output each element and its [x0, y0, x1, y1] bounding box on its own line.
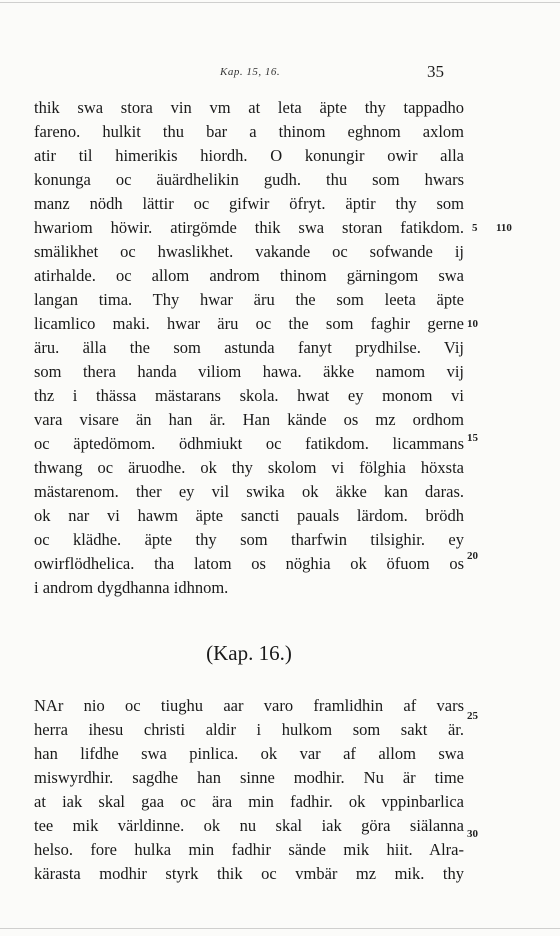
text-line: thik swa stora vin vm at leta äpte thy tappadho: [34, 98, 464, 117]
text-line: langan tima. Thy hwar äru the som leeta äpte: [34, 290, 464, 309]
text-line: owirflödhelica. tha latom os nöghia ok öfuom os: [34, 554, 464, 573]
text-line: atirhalde. oc allom androm thinom gärningom swa: [34, 266, 464, 285]
line-number: 20: [467, 550, 478, 562]
text-line: i androm dygdhanna idhnom.: [34, 578, 229, 597]
text-line: äru. älla the som astunda fanyt prydhilse. Vij: [34, 338, 464, 357]
text-line: miswyrdhir. sagdhe han sinne modhir. Nu är time: [34, 768, 464, 787]
text-line: konunga oc äuärdhelikin gudh. thu som hwars: [34, 170, 464, 189]
chapter-heading: (Kap. 16.): [206, 641, 292, 665]
text-line: thz i thässa mästarans skola. hwat ey monom vi: [34, 386, 464, 405]
top-edge-rule: [0, 2, 560, 3]
text-line: han lifdhe swa pinlica. ok var af allom swa: [34, 744, 464, 763]
page-number: 35: [427, 62, 444, 81]
line-number: 30: [467, 828, 478, 840]
text-line: herra ihesu christi aldir i hulkom som sakt är.: [34, 720, 464, 739]
text-line: som thera handa viliom hawa. äkke namom vij: [34, 362, 464, 381]
text-line: licamlico maki. hwar äru oc the som faghir gerne: [34, 314, 464, 333]
page-header: [0, 62, 560, 84]
text-line: manz nödh lättir oc gifwir öfryt. äptir thy som: [34, 194, 464, 213]
line-number: 5: [472, 222, 478, 234]
text-line: fareno. hulkit thu bar a thinom eghnom axlom: [34, 122, 464, 141]
line-number: 10: [467, 318, 478, 330]
text-line: at iak skal gaa oc ära min fadhir. ok vppinbarlica: [34, 792, 464, 811]
text-line: hwariom höwir. atirgömde thik swa storan fatikdom.: [34, 218, 464, 237]
text-line: tee mik världinne. ok nu skal iak göra siälanna: [34, 816, 464, 835]
line-number: 25: [467, 710, 478, 722]
text-line: mästarenom. ther ey vil swika ok äkke kan daras.: [34, 482, 464, 501]
text-line: thwang oc äruodhe. ok thy skolom vi fölghia höxsta: [34, 458, 464, 477]
text-line: oc äptedömom. ödhmiukt oc fatikdom. licammans: [34, 434, 464, 453]
running-head: Kap. 15, 16.: [220, 66, 281, 78]
text-line: NAr nio oc tiughu aar varo framlidhin af vars: [34, 696, 464, 715]
text-line: vara visare än han är. Han kände os mz ordhom: [34, 410, 464, 429]
text-line: kärasta modhir styrk thik oc vmbär mz mik. thy: [34, 864, 464, 883]
outer-margin-number: 110: [496, 222, 512, 234]
line-number: 15: [467, 432, 478, 444]
text-line: ok nar vi hawm äpte sancti pauals lärdom. brödh: [34, 506, 464, 525]
main-text: [34, 96, 464, 886]
bottom-edge-rule: [0, 928, 560, 929]
text-line: helso. fore hulka min fadhir sände mik hiit. Alra-: [34, 840, 464, 859]
text-line: smälikhet oc hwaslikhet. vakande oc sofwande ij: [34, 242, 464, 261]
text-line: oc klädhe. äpte thy som tharfwin tilsighir. ey: [34, 530, 464, 549]
text-line: atir til himerikis hiordh. O konungir owir alla: [34, 146, 464, 165]
